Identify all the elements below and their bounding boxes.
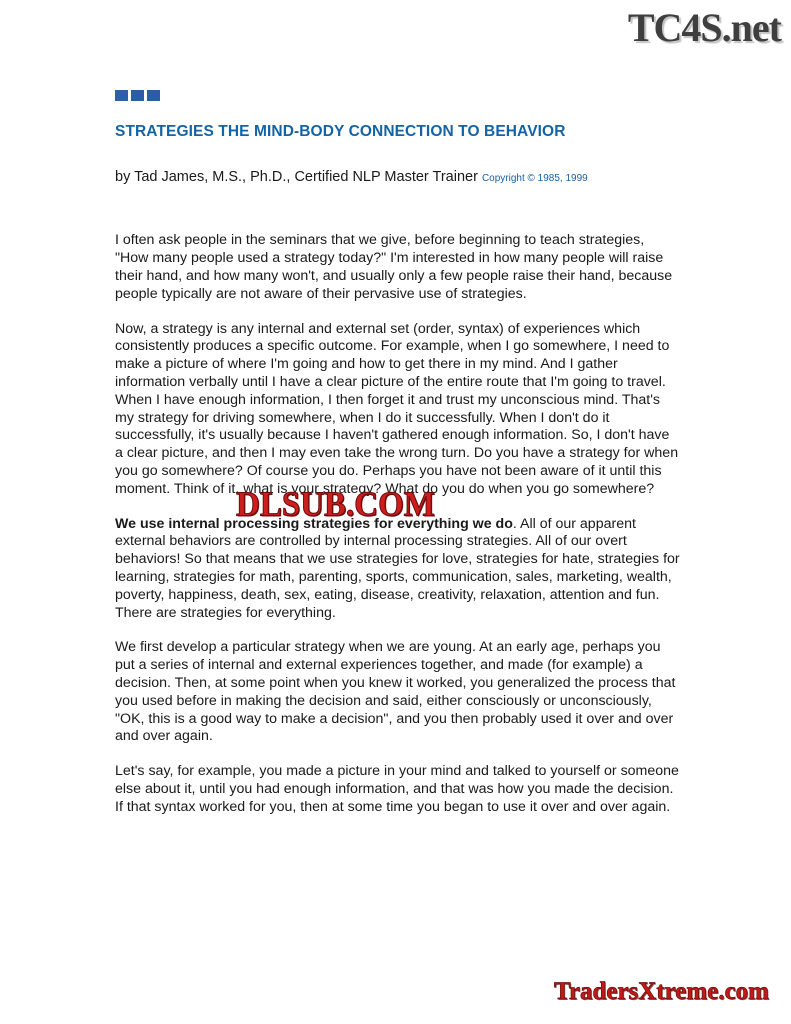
decorative-squares-icon <box>115 90 680 101</box>
paragraph-2: Now, a strategy is any internal and external set (order, syntax) of experiences which consistently produces a specific outcome. For example, when I go somewhere, I need to make a picture of where I'm going and how to get there in my mind. And I gather information verbally until I have a clear picture of the entire route that I'm going to travel. When I have enough information, I then forget it and trust my unconscious mind. That's my strategy for driving somewhere, when I do it successfully. When I don't do it successfully, it's usually because I haven't gathered enough information. So, I don't have a clear picture, and then I may even take the wrong turn. Do you have a strategy for when you go somewhere? Of course you do. Perhaps you have not been aware of it until this moment. Think of it, what is your strategy? What do you do when you go somewhere? <box>115 320 679 497</box>
paragraph-3-lead: We use internal processing strategies for everything we do <box>115 515 513 532</box>
byline <box>115 168 680 187</box>
square-3-icon <box>147 90 160 101</box>
paragraph-5: Let's say, for example, you made a picture in your mind and talked to yourself or someone else about it, until you had enough information, and that was how you made the decision. If that syntax worked for you, then at some time you began to use it over and over again. <box>115 763 679 815</box>
square-1-icon <box>115 90 128 101</box>
copyright-notice: Copyright © 1985, 1999 <box>481 172 588 184</box>
paragraph-3 <box>115 516 680 623</box>
page-title: STRATEGIES THE MIND-BODY CONNECTION TO BEHAVIOR <box>115 123 566 140</box>
site-brand-top: TC4S.net <box>627 5 781 50</box>
paragraph-4: We first develop a particular strategy when we are young. At an early age, perhaps you put a series of internal and external experiences together, and made (for example) a decision. Then, at some point when you knew it worked, you generalized the process that you used before in making the decision and said, either consciously or unconsciously, "OK, this is a good way to make a decision", and you then probably used it over and over and over again. <box>115 639 676 745</box>
paragraph-3-rest: . All of our apparent external behaviors are controlled by internal processing strategies. All of our overt behaviors! So that means that we use strategies for love, strategies for hate, strategies for learning, strategies for math, parenting, sports, communication, sales, marketing, wealth, poverty, happiness, death, sex, eating, disease, creativity, relaxation, attention and fun. There are strategies for everything. <box>115 515 680 621</box>
watermark-text: DLSUB.COM <box>236 486 435 524</box>
byline-author: by Tad James, M.S., Ph.D., Certified NLP Master Trainer <box>115 168 478 185</box>
site-brand-bottom: TradersXtreme.com <box>554 978 769 1005</box>
square-2-icon <box>131 90 144 101</box>
article-content <box>115 90 680 834</box>
paragraph-1: I often ask people in the seminars that we give, before beginning to teach strategies, "How many people used a strategy today?" I'm interested in how many people will raise their hand, and how many won't, and usually only a few people raise their hand, because people typically are not aware of their pervasive use of strategies. <box>115 232 673 302</box>
